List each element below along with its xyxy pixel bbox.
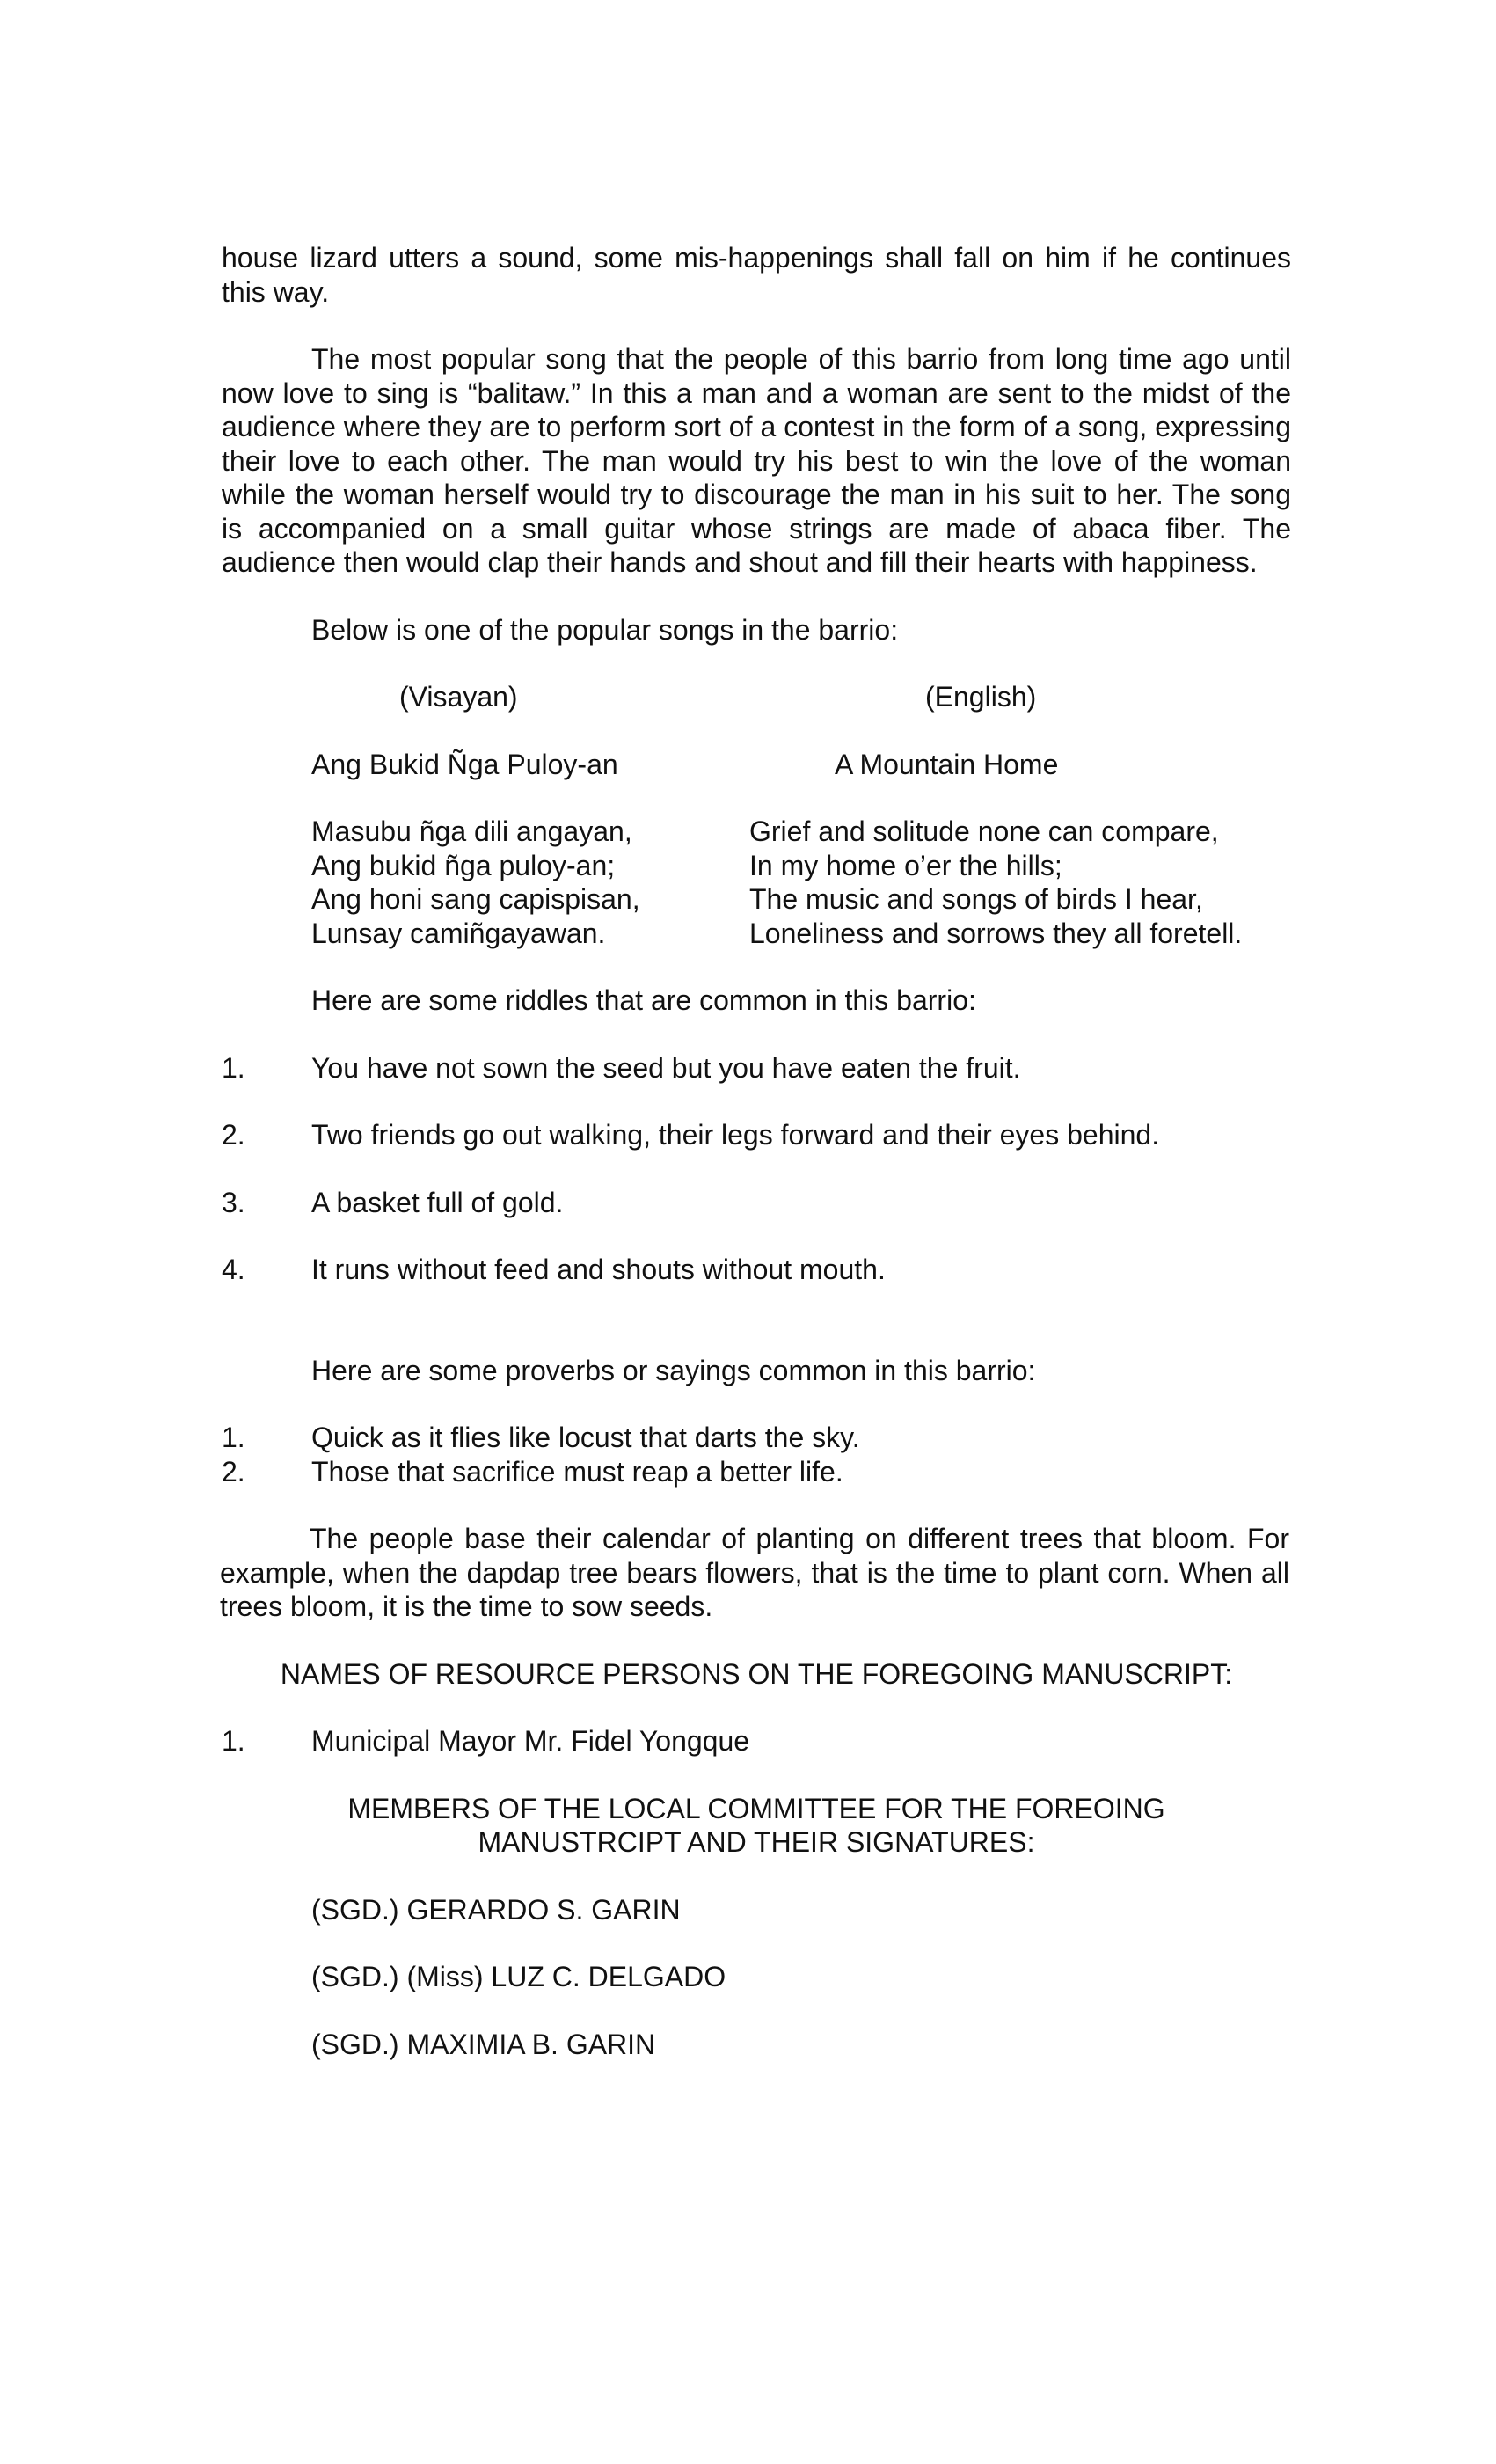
paragraph-calendar: The people base their calendar of planting on different trees that bloom. For example, when the dapdap tree bears flowers, that is the time to plant corn. When all trees bloom, it is the time to sow seeds. [220, 1523, 1289, 1622]
verse-line [222, 882, 1291, 917]
verse-line [222, 815, 1291, 849]
proverb-item [222, 1421, 1291, 1455]
riddle-text: You have not sown the seed but you have eaten the fruit. [311, 1051, 1021, 1084]
list-number: 2. [222, 1455, 245, 1488]
paragraph-balitaw: The most popular song that the people of this barrio from long time ago until now love to sing is “balitaw.” In this a man and a woman are sent to the midst of the audience where they are to perform sort of a contest in the form of a song, expressing their love to each other. The man would try his best to win the love of the woman while the woman herself would try to discourage the man in his suit to her. The song is accompanied on a small guitar whose strings are made of abaca fiber. The audience then would clap their hands and shout and fill their hearts with happiness. [222, 343, 1291, 578]
riddle-item [222, 1186, 1291, 1220]
riddle-item [222, 1051, 1291, 1086]
resource-persons-heading: NAMES OF RESOURCE PERSONS ON THE FOREGOING MANUSCRIPT: [280, 1657, 1233, 1690]
song-title-english: A Mountain Home [835, 748, 1059, 780]
riddle-item [222, 1118, 1291, 1152]
song-language-headers [222, 680, 1291, 714]
riddle-text: A basket full of gold. [311, 1186, 564, 1218]
list-number: 1. [222, 1051, 245, 1084]
riddles-intro: Here are some riddles that are common in this barrio: [311, 984, 976, 1016]
song-language-visayan: (Visayan) [399, 681, 518, 713]
verse-line-visayan: Ang honi sang capispisan, [311, 883, 640, 915]
song-title-visayan: Ang Bukid Ñga Puloy-an [311, 748, 618, 780]
verse-line-english: Grief and solitude none can compare, [749, 815, 1219, 847]
proverb-text: Those that sacrifice must reap a better life. [311, 1455, 843, 1488]
song-language-english: (English) [925, 681, 1037, 713]
song-titles [222, 748, 1291, 782]
committee-heading-line1: MEMBERS OF THE LOCAL COMMITTEE FOR THE FOREOING [347, 1792, 1165, 1824]
riddle-text: It runs without feed and shouts without mouth. [311, 1254, 886, 1285]
verse-line-visayan: Lunsay camiñgayawan. [311, 917, 606, 949]
document-page [222, 241, 1291, 2061]
resource-person-name: Municipal Mayor Mr. Fidel Yongque [311, 1725, 750, 1757]
proverb-item [222, 1455, 1291, 1489]
list-number: 3. [222, 1186, 245, 1218]
resource-person-item [222, 1724, 1291, 1758]
list-number: 1. [222, 1422, 245, 1453]
song-verse [222, 815, 1291, 950]
verse-line [222, 917, 1291, 951]
riddle-text: Two friends go out walking, their legs forward and their eyes behind. [311, 1119, 1160, 1151]
verse-line-english: The music and songs of birds I hear, [749, 883, 1203, 915]
committee-member: (SGD.) (Miss) LUZ C. DELGADO [311, 1961, 726, 1992]
verse-line-english: Loneliness and sorrows they all foretell. [749, 917, 1243, 949]
list-number: 4. [222, 1254, 245, 1285]
riddle-item [222, 1253, 1291, 1287]
committee-heading-line2: MANUSTRCIPT AND THEIR SIGNATURES: [478, 1826, 1035, 1858]
list-number: 2. [222, 1119, 245, 1151]
committee-member: (SGD.) GERARDO S. GARIN [311, 1893, 681, 1926]
verse-line-visayan: Ang bukid ñga puloy-an; [311, 849, 616, 881]
proverb-text: Quick as it flies like locust that darts the sky. [311, 1422, 860, 1453]
paragraph-song-intro: Below is one of the popular songs in the barrio: [311, 613, 899, 646]
verse-line-english: In my home o’er the hills; [749, 849, 1062, 881]
proverbs-intro: Here are some proverbs or sayings common in this barrio: [311, 1354, 1036, 1386]
paragraph-house-lizard: house lizard utters a sound, some mis-happenings shall fall on him if he continues this way. [222, 242, 1291, 308]
committee-member: (SGD.) MAXIMIA B. GARIN [311, 2028, 656, 2060]
list-number: 1. [222, 1725, 245, 1757]
verse-line-visayan: Masubu ñga dili angayan, [311, 815, 632, 847]
verse-line [222, 849, 1291, 883]
